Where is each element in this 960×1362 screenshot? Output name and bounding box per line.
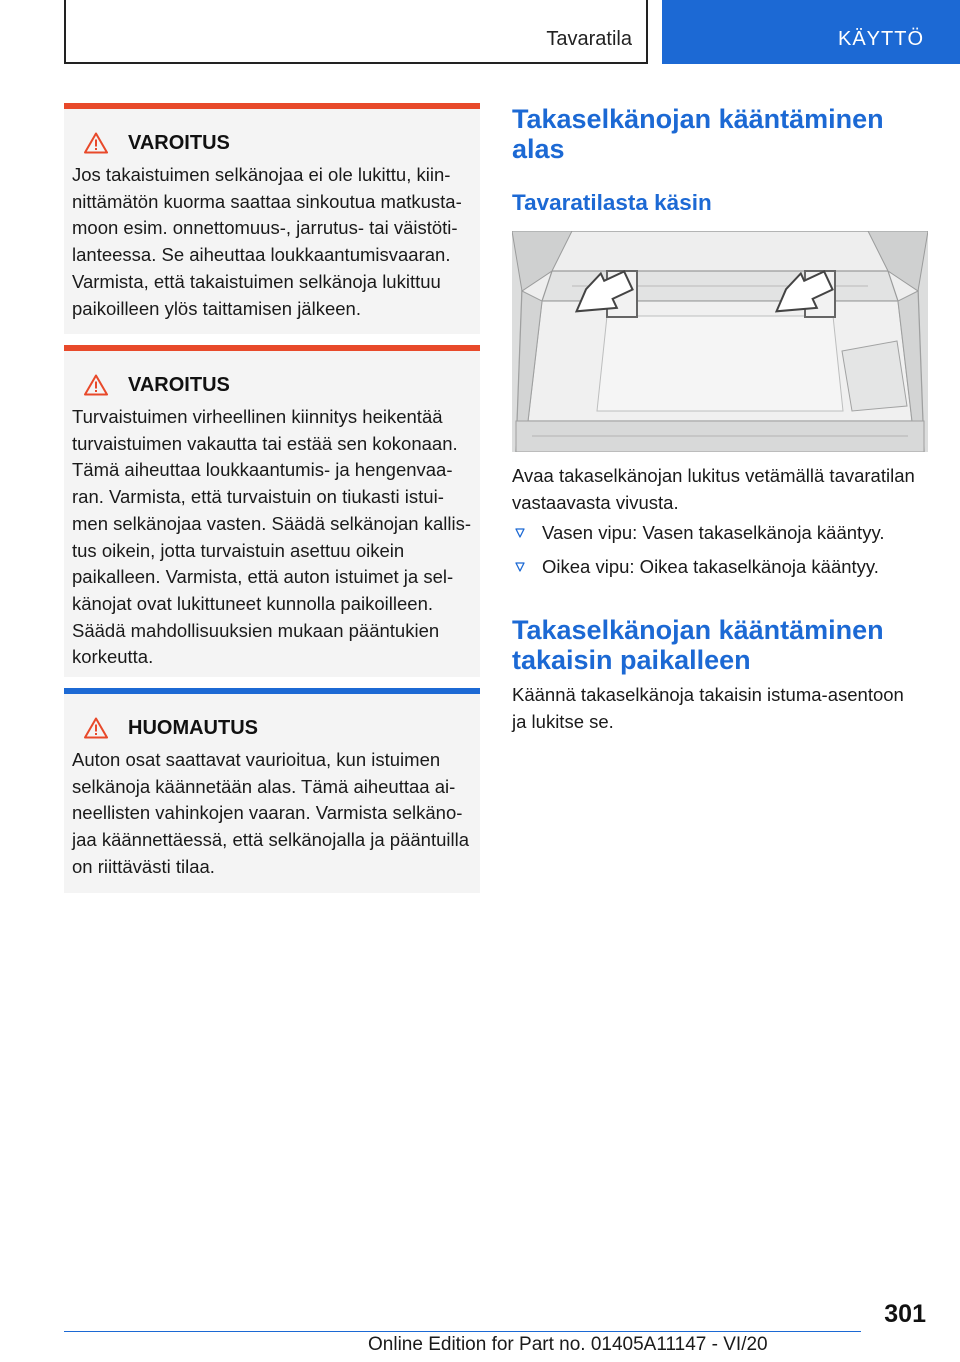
heading-line: alas (512, 134, 565, 164)
note-title-row (72, 715, 470, 741)
note-box (64, 688, 480, 893)
warning-triangle-icon (84, 132, 108, 154)
warning-title: VAROITUS (128, 131, 230, 154)
warning-bar (64, 345, 480, 351)
warning-title-row (72, 130, 470, 156)
bullet-item (512, 522, 884, 544)
triangle-bullet-icon (515, 561, 525, 573)
warning-triangle-icon (84, 374, 108, 396)
section1-heading (512, 104, 884, 164)
heading-line: takaisin paikalleen (512, 645, 751, 675)
text-line: Avaa takaselkänojan lukitus vetämällä tavaratilan (512, 465, 915, 486)
heading-line: Takaselkänojan kääntäminen (512, 104, 884, 134)
text-line: Säädä mahdollisuuksien mukaan pääntukien (72, 619, 440, 641)
section1-subheading: Tavaratilasta käsin (512, 190, 712, 215)
section1-paragraph (512, 463, 915, 516)
page-number: 301 (884, 1300, 926, 1328)
footer-edition: Online Edition for Part no. 01405A11147 - VI/20 (368, 1334, 768, 1355)
trunk-illustration (512, 231, 928, 452)
text-line: paikalleen. Varmista, että auton istuimet ja sel- (72, 566, 454, 588)
text-line: ran. Varmista, että turvaistuin on tiukasti istui- (72, 486, 444, 508)
text-line: lanteessa. Se aiheuttaa loukkaantumisvaaran. (72, 244, 451, 266)
header-chapter-tab (662, 0, 960, 64)
text-line: Turvaistuimen virheellinen kiinnitys heikentää (72, 406, 443, 427)
note-title: HUOMAUTUS (128, 716, 258, 739)
section2-heading (512, 615, 884, 675)
text-line: känojat ovat lukittuneet kunnolla paikoilleen. (72, 592, 433, 614)
text-line: moon esim. onnettomuus-, jarrutus- tai väistöti- (72, 217, 458, 239)
text-line: jaa käännettäessä, että selkänojalla ja pääntuilla (72, 829, 470, 851)
bullet-item (512, 556, 879, 578)
text-line: Käännä takaselkänoja takaisin istuma-asentoon (512, 684, 904, 705)
text-line: Varmista, että takaistuimen selkänoja lukittuu (72, 270, 441, 292)
warning-box-2 (64, 345, 480, 677)
note-bar (64, 688, 480, 694)
note-triangle-icon (84, 717, 108, 739)
text-line: turvaistuimen vakautta tai estää sen kokonaan. (72, 432, 458, 454)
header-section-tab (64, 0, 648, 64)
note-text (72, 747, 470, 881)
text-line: vastaavasta vivusta. (512, 491, 679, 513)
warning-title-row (72, 372, 470, 398)
section2-paragraph (512, 682, 904, 735)
text-line: neellisten vahinkojen vaaran. Varmista selkäno- (72, 802, 463, 824)
text-line: men selkänojaa vasten. Säädä selkänojan kallis- (72, 512, 472, 534)
chapter-title: KÄYTTÖ (837, 28, 924, 50)
text-line: Tämä aiheuttaa loukkaantumis- ja hengenvaa- (72, 459, 453, 481)
text-line: Auton osat saattavat vaurioitua, kun istuimen (72, 749, 441, 770)
warning-text (72, 162, 470, 322)
warning-text (72, 404, 470, 671)
footer-divider (64, 1331, 861, 1332)
bullet-text: Oikea vipu: Oikea takaselkänoja kääntyy. (542, 556, 879, 577)
warning-bar (64, 103, 480, 109)
warning-title: VAROITUS (128, 373, 230, 396)
text-line: Jos takaistuimen selkänojaa ei ole lukittu, kiin- (72, 164, 451, 185)
text-line: korkeutta. (72, 646, 154, 668)
heading-line: Takaselkänojan kääntäminen (512, 615, 884, 645)
text-line: nittämätön kuorma saattaa sinkoutua matkusta- (72, 190, 462, 212)
text-line: tus oikein, jotta turvaistuin asettuu oikein (72, 539, 405, 561)
triangle-bullet-icon (515, 527, 525, 539)
text-line: ja lukitse se. (512, 710, 614, 732)
text-line: paikoilleen ylös taittamisen jälkeen. (72, 297, 361, 319)
warning-box-1 (64, 103, 480, 334)
bullet-text: Vasen vipu: Vasen takaselkänoja kääntyy. (542, 522, 885, 543)
text-line: on riittävästi tilaa. (72, 855, 215, 877)
text-line: selkänoja käännetään alas. Tämä aiheuttaa ai- (72, 775, 456, 797)
section-title: Tavaratila (546, 28, 632, 50)
